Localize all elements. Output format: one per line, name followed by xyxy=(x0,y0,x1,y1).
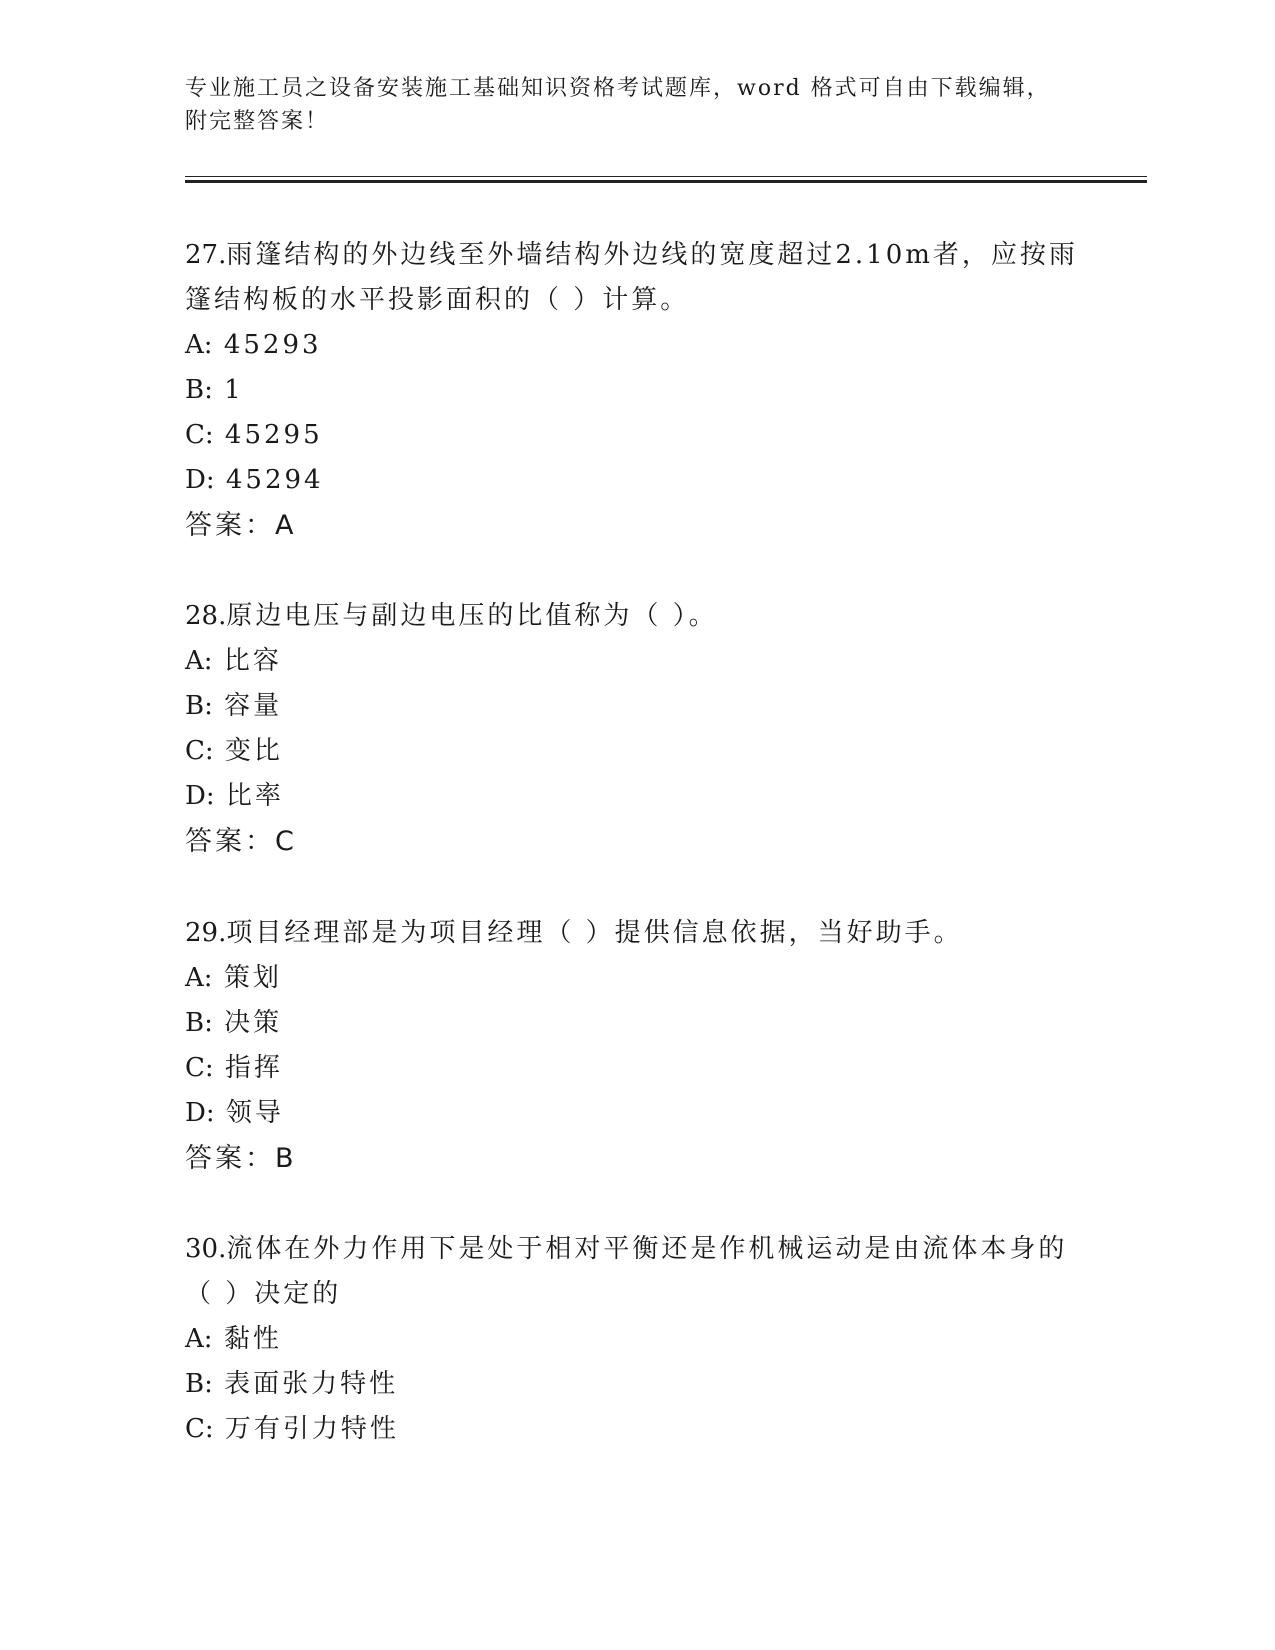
question-number: 27. xyxy=(185,240,227,270)
option-text: 1 xyxy=(224,375,244,405)
question-number: 30. xyxy=(185,1234,227,1264)
option-d xyxy=(185,1091,1085,1136)
option-b xyxy=(185,1362,1085,1407)
option-c xyxy=(185,1407,1085,1452)
option-key: B: xyxy=(185,1008,213,1038)
option-d xyxy=(185,458,1085,503)
answer-line xyxy=(185,819,1085,864)
option-a xyxy=(185,1317,1085,1362)
option-c xyxy=(185,729,1085,774)
question-text: 项目经理部是为项目经理（ ）提供信息依据，当好助手。 xyxy=(226,918,963,948)
option-key: A: xyxy=(185,963,213,993)
question-number: 28. xyxy=(185,601,227,631)
question-stem xyxy=(185,233,1085,323)
question-stem xyxy=(185,1227,1085,1317)
option-text: 45294 xyxy=(225,465,324,495)
answer-value: B xyxy=(275,1143,297,1174)
answer-label: 答案： xyxy=(185,826,275,857)
answer-value: C xyxy=(275,826,297,857)
option-text: 指挥 xyxy=(224,1053,283,1083)
option-text: 容量 xyxy=(224,691,283,721)
option-key: D: xyxy=(185,465,215,495)
answer-value: A xyxy=(275,510,297,541)
question-text: 雨篷结构的外边线至外墙结构外边线的宽度超过2.10m者，应按雨篷结构板的水平投影面积的（ ）计算。 xyxy=(185,240,1078,315)
question-text: 原边电压与副边电压的比值称为（ ）。 xyxy=(226,601,718,631)
option-key: A: xyxy=(185,646,213,676)
question-text: 流体在外力作用下是处于相对平衡还是作机械运动是由流体本身的（ ）决定的 xyxy=(185,1234,1068,1309)
option-key: D: xyxy=(185,1098,215,1128)
option-text: 黏性 xyxy=(223,1324,282,1354)
option-key: D: xyxy=(185,781,215,811)
option-text: 比容 xyxy=(223,646,282,676)
option-key: C: xyxy=(185,1414,214,1444)
option-d xyxy=(185,774,1085,819)
option-b xyxy=(185,684,1085,729)
header-divider-thick xyxy=(185,180,1147,183)
answer-label: 答案： xyxy=(185,1143,275,1174)
option-c xyxy=(185,413,1085,458)
answer-line xyxy=(185,503,1085,548)
question-stem xyxy=(185,911,1085,956)
question-28 xyxy=(185,594,1085,864)
option-text: 策划 xyxy=(223,963,282,993)
option-text: 45293 xyxy=(223,330,322,360)
option-key: B: xyxy=(185,1369,213,1399)
option-key: C: xyxy=(185,420,214,450)
option-key: A: xyxy=(185,330,213,360)
header-title-line-1: 专业施工员之设备安装施工基础知识资格考试题库，word 格式可自由下载编辑， xyxy=(185,76,1051,101)
question-30 xyxy=(185,1227,1085,1452)
option-key: B: xyxy=(185,375,213,405)
option-a xyxy=(185,956,1085,1001)
question-stem xyxy=(185,594,1085,639)
option-b xyxy=(185,1001,1085,1046)
option-text: 万有引力特性 xyxy=(224,1414,399,1444)
option-text: 领导 xyxy=(225,1098,284,1128)
question-number: 29. xyxy=(185,918,227,948)
option-text: 45295 xyxy=(224,420,323,450)
option-text: 比率 xyxy=(225,781,284,811)
option-a xyxy=(185,639,1085,684)
document-header xyxy=(185,72,1065,138)
question-29 xyxy=(185,911,1085,1181)
answer-label: 答案： xyxy=(185,510,275,541)
option-text: 决策 xyxy=(224,1008,283,1038)
answer-line xyxy=(185,1136,1085,1181)
header-title-line-2: 附完整答案！ xyxy=(185,109,330,134)
option-key: A: xyxy=(185,1324,213,1354)
header-divider-thin xyxy=(185,176,1147,177)
question-27 xyxy=(185,233,1085,548)
option-b xyxy=(185,368,1085,413)
option-text: 表面张力特性 xyxy=(224,1369,399,1399)
option-a xyxy=(185,323,1085,368)
option-c xyxy=(185,1046,1085,1091)
option-text: 变比 xyxy=(224,736,283,766)
option-key: B: xyxy=(185,691,213,721)
option-key: C: xyxy=(185,1053,214,1083)
option-key: C: xyxy=(185,736,214,766)
